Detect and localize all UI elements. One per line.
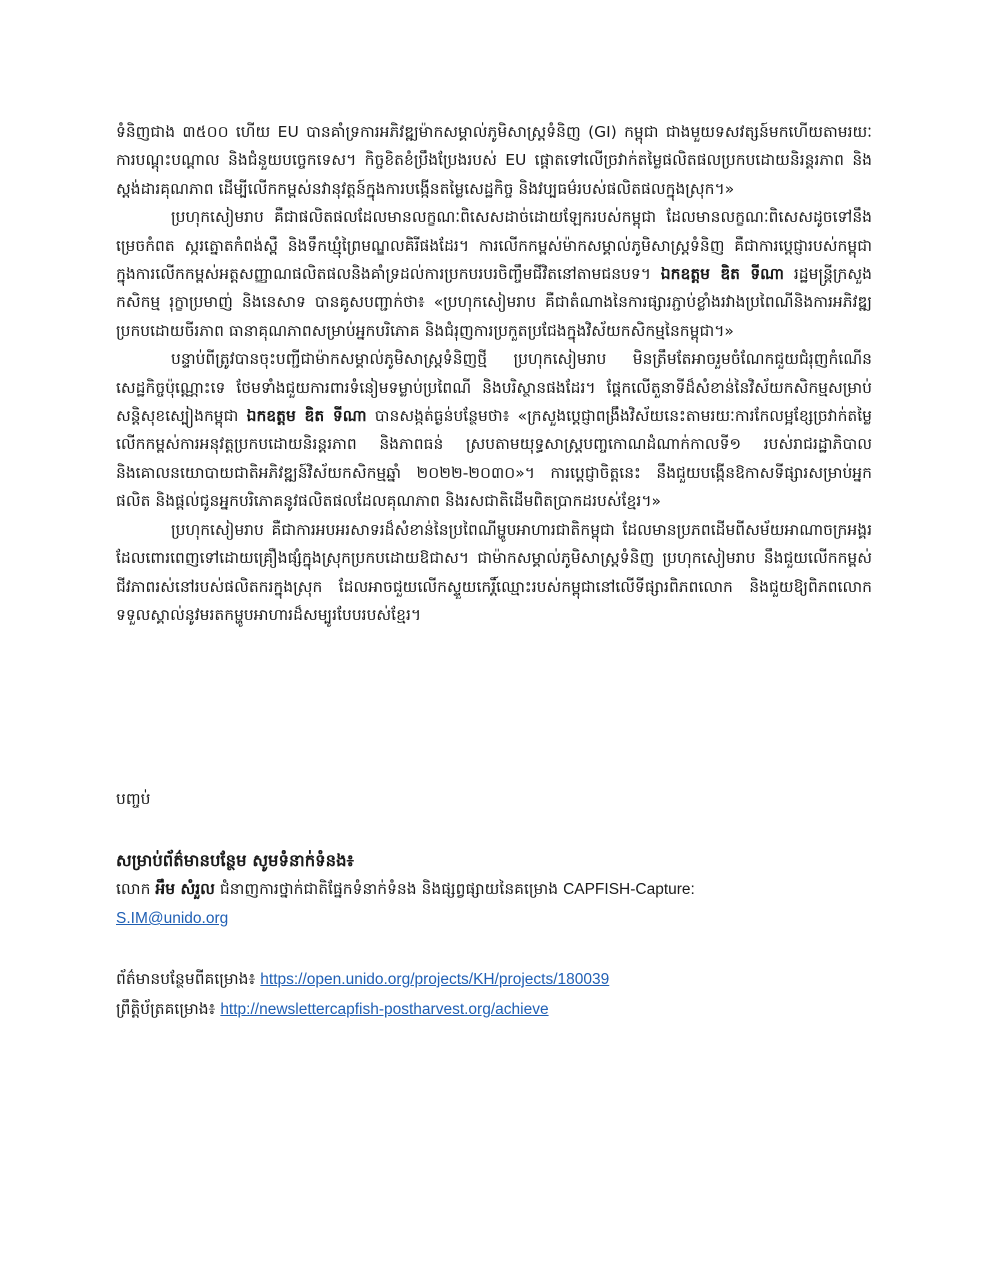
end-mark: បញ្ចប់ (116, 790, 151, 808)
project-info-line (116, 966, 609, 993)
paragraph-registration (116, 345, 872, 515)
paragraph-text: ប្រហុកសៀមរាប គឺជាផលិតផលដែលមានលក្ខណៈពិសេសដាច់ដោយឡែករបស់កម្ពុជា ដែលមានលក្ខណៈពិសេសដូចទៅនឹង ម្រេចកំពត ស្ករត្នោតកំពង់ស្ពឺ និងទឹកឃ្មុំព្រៃមណ្ឌលគិរីផងដែរ។ ការលើកកម្ពស់ម៉ាកសម្គាល់ភូមិសាស្ត្រទំនិញ គឺជាការប្តេជ្ញារបស់កម្ពុជាក្នុងការលើកកម្ពស់អត្តសញ្ញាណផលិតផលនិងគាំទ្រដល់ការប្រកបរបរចិញ្ចឹមជីវិតនៅតាមជនបទ។ (116, 208, 872, 284)
paragraph-text: រដ្ឋមន្ត្រីក្រសួងកសិកម្ម រុក្ខាប្រមាញ់ និងនេសាទ បានគូសបញ្ជាក់ថា៖ «ប្រហុកសៀមរាប គឺជាតំណាងនៃការផ្សារភ្ជាប់ខ្លាំងរវាងប្រពៃណីនិងការអភិវឌ្ឍប្រកបដោយចីរភាព ធានាគុណភាពសម្រាប់អ្នកបរិភោគ និងជំរុញការប្រកួតប្រជែងក្នុងវិស័យកសិកម្មនៃកម្ពុជា។» (116, 265, 872, 340)
newsletter-label: ព្រឹត្តិប័ត្រគម្រោង៖ (116, 1000, 221, 1018)
paragraph-eu-support: ទំនិញជាង ៣៥០០ ហើយ EU បានគាំទ្រការអភិវឌ្ឍម៉ាកសម្គាល់ភូមិសាស្ត្រទំនិញ (GI) កម្ពុជា ជាងមួយទសវត្សន៍មកហើយតាមរយៈការបណ្តុះបណ្តាល និងជំនួយបច្ចេកទេស។ កិច្ចខិតខំប្រឹងប្រែងរបស់ EU ផ្តោតទៅលើច្រវាក់តម្លៃផលិតផលប្រកបដោយនិរន្តរភាព និងស្តង់ដារគុណភាព ដើម្បីលើកកម្ពស់នវានុវត្តន៍ក្នុងការបង្កើនតម្លៃសេដ្ឋកិច្ច និងវប្បធម៌របស់ផលិតផលក្នុងស្រុក។» (116, 123, 872, 198)
contact-role: ជំនាញការថ្នាក់ជាតិផ្នែកទំនាក់ទំនង និងផ្សព្វផ្សាយនៃគម្រោង (214, 880, 564, 898)
paragraph-culinary-heritage: ប្រហុកសៀមរាប គឺជាការអបអរសាទរដ៏សំខាន់នៃប្រពៃណីម្ហូបអាហារជាតិកម្ពុជា ដែលមានប្រភពដើមពីសម័យអាណាចក្រអង្គរ ដែលពោរពេញទៅដោយគ្រឿងផ្សំក្នុងស្រុកប្រកបដោយឱជាស។ ជាម៉ាកសម្គាល់ភូមិសាស្ត្រទំនិញ ប្រហុកសៀមរាប នឹងជួយលើកកម្ពស់ជីវភាពរស់នៅរបស់ផលិតករក្នុងស្រុក ដែលអាចជួយលើកស្ទួយកេរ្តិ៍ឈ្មោះរបស់កម្ពុជានៅលើទីផ្សារពិភពលោក និងជួយឱ្យពិភពលោកទទួលស្គាល់នូវមរតកម្ហូបអាហារដ៏សម្បូរបែបរបស់ខ្មែរ។ (116, 520, 872, 624)
contact-email-link[interactable]: S.IM@unido.org (116, 910, 229, 927)
newsletter-line (116, 996, 549, 1023)
contact-prefix: លោក (116, 880, 156, 898)
paragraph-text: បន្ទាប់ពីត្រូវបានចុះបញ្ជីជាម៉ាកសម្គាល់ភូមិសាស្ត្រទំនិញថ្មី ប្រហុកសៀមរាប មិនត្រឹមតែអាចរួមចំណែកជួយជំរុញកំណើនសេដ្ឋកិច្ចប៉ុណ្ណោះទេ ថែមទាំងជួយការពារទំនៀមទម្លាប់ប្រពៃណី និងបរិស្ថានផងដែរ។ ផ្តែកលើតួនាទីដ៏សំខាន់នៃវិស័យកសិកម្មសម្រាប់សន្តិសុខស្បៀងកម្ពុជា (116, 350, 872, 426)
minister-name: ឯកឧត្តម ឌិត ទីណា (246, 407, 367, 426)
project-info-link[interactable]: https://open.unido.org/projects/KH/projects/180039 (260, 971, 610, 988)
press-release-body (116, 118, 872, 629)
paragraph-text: បានសង្កត់ធ្ងន់បន្ថែមថា៖ «ក្រសួងប្តេជ្ញាពង្រឹងវិស័យនេះតាមរយៈការកែលម្អខ្សែច្រវាក់តម្លៃ លើកកម្ពស់ការអនុវត្តប្រកបដោយនិរន្តរភាព និងភាពធន់ ស្របតាមយុទ្ធសាស្ត្របញ្ចកោណដំណាក់កាលទី១ របស់រាជរដ្ឋាភិបាល និងគោលនយោបាយជាតិអភិវឌ្ឍន៍វិស័យកសិកម្មឆ្នាំ ២០២២-២០៣០»។ ការប្តេជ្ញាចិត្តនេះ នឹងជួយបង្កើនឱកាសទីផ្សារសម្រាប់អ្នកផលិត និងផ្តល់ជូនអ្នកបរិភោគនូវផលិតផលដែលគុណភាព និងរសជាតិដើមពិតប្រាកដរបស់ខ្មែរ។» (116, 407, 873, 511)
paragraph-prahok-gi (116, 203, 872, 345)
contact-person (116, 876, 695, 903)
newsletter-link[interactable]: http://newslettercapfish-postharvest.org/achieve (220, 1001, 549, 1018)
contact-name: អឹម សំរួល (155, 880, 215, 898)
contact-heading: សម្រាប់ព័ត៌មានបន្ថែម សូមទំនាក់ទំនង៖ (116, 851, 354, 870)
project-info-label: ព័ត៌មានបន្ថែមពីគម្រោង៖ (116, 970, 261, 988)
minister-name: ឯកឧត្តម ឌិត ទីណា (660, 265, 785, 284)
contact-project: CAPFISH-Capture: (563, 881, 695, 898)
